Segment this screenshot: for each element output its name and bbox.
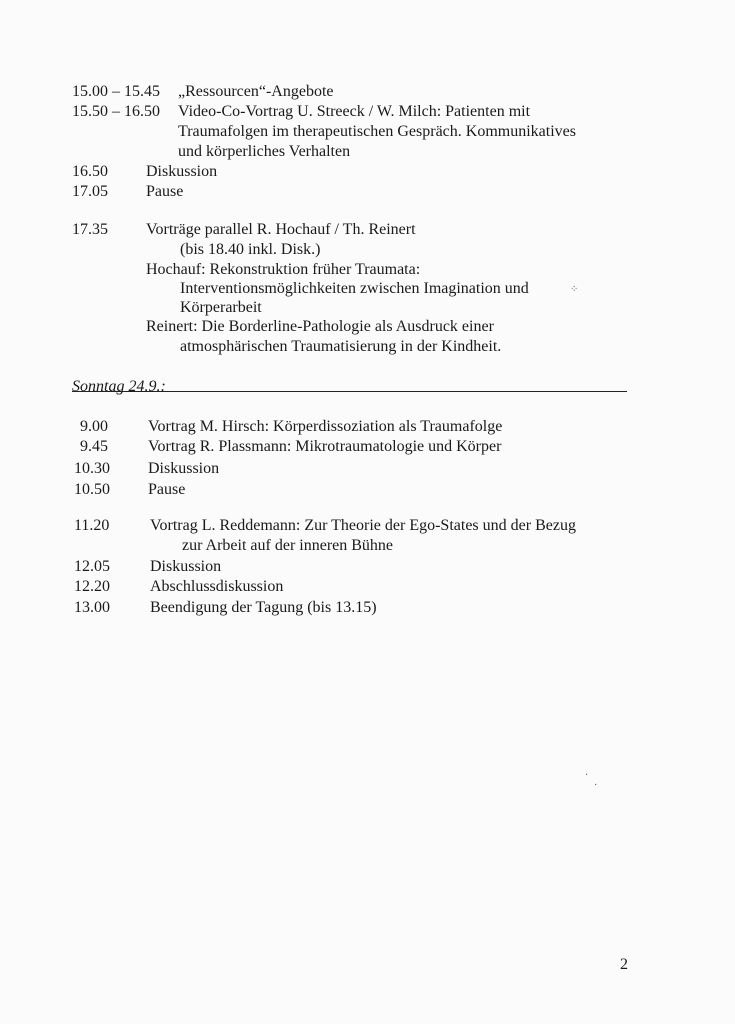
- agenda-item: Diskussion: [146, 163, 218, 180]
- agenda-item: Pause: [148, 481, 186, 498]
- agenda-item-continuation: atmosphärischen Traumatisierung in der Kindheit.: [180, 338, 502, 355]
- agenda-item: Vorträge parallel R. Hochauf / Th. Reinert: [146, 221, 416, 238]
- agenda-item: Video-Co-Vortrag U. Streeck / W. Milch: Patienten mit: [178, 103, 531, 120]
- scan-speck: ⁘: [570, 284, 579, 295]
- scan-speck: ·: [594, 780, 598, 791]
- agenda-subitem: Hochauf: Rekonstruktion früher Traumata:: [146, 261, 421, 278]
- agenda-item: Beendigung der Tagung (bis 13.15): [150, 599, 377, 616]
- agenda-item: Diskussion: [148, 460, 220, 477]
- page-number: 2: [620, 956, 628, 973]
- agenda-item: Vortrag L. Reddemann: Zur Theorie der Ego-States und der Bezug: [150, 517, 576, 534]
- agenda-item: Pause: [146, 183, 184, 200]
- time-slot: 16.50: [72, 163, 108, 180]
- time-slot: 10.50: [74, 481, 110, 498]
- time-slot: 11.20: [74, 517, 110, 534]
- agenda-item: Vortrag M. Hirsch: Körperdissoziation als Traumafolge: [148, 418, 503, 435]
- agenda-item-continuation: Körperarbeit: [180, 299, 262, 316]
- agenda-item: „Ressourcen“-Angebote: [178, 83, 334, 100]
- agenda-item-continuation: und körperliches Verhalten: [178, 143, 351, 160]
- agenda-item-continuation: zur Arbeit auf der inneren Bühne: [182, 537, 394, 554]
- agenda-item: Vortrag R. Plassmann: Mikrotraumatologie und Körper: [148, 438, 502, 455]
- time-slot: 12.20: [74, 578, 110, 595]
- time-slot: 12.05: [74, 558, 110, 575]
- agenda-item-continuation: Interventionsmöglichkeiten zwischen Imagination und: [180, 280, 529, 297]
- agenda-item: Abschlussdiskussion: [150, 578, 284, 595]
- time-slot: 13.00: [74, 599, 110, 616]
- agenda-item: Diskussion: [150, 558, 222, 575]
- time-slot: 9.45: [80, 438, 108, 455]
- agenda-item-continuation: (bis 18.40 inkl. Disk.): [180, 241, 321, 258]
- time-slot: 15.00 – 15.45: [72, 83, 160, 100]
- scan-speck: ·: [585, 770, 589, 781]
- time-slot: 10.30: [74, 460, 110, 477]
- time-slot: 9.00: [80, 418, 108, 435]
- time-slot: 17.35: [72, 221, 108, 238]
- time-slot: 17.05: [72, 183, 108, 200]
- section-divider: [72, 391, 627, 392]
- time-slot: 15.50 – 16.50: [72, 103, 160, 120]
- section-heading: Sonntag 24.9.:: [72, 378, 166, 395]
- agenda-item-continuation: Traumafolgen im therapeutischen Gespräch. Kommunikatives: [178, 123, 576, 140]
- agenda-subitem: Reinert: Die Borderline-Pathologie als Ausdruck einer: [146, 318, 494, 335]
